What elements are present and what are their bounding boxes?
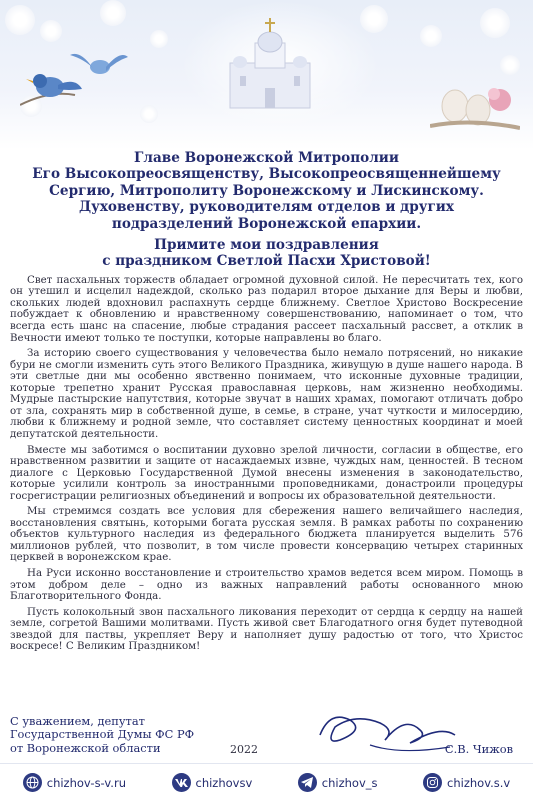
easter-banner [0,0,533,150]
addressee-line: Сергию, Митрополиту Воронежскому и Лискинскому. [49,182,484,199]
greeting-line: Примите мои поздравления [154,237,379,254]
body-paragraph: Вместе мы заботимся о воспитании духовно зрелой личности, согласии в обществе, его нравственном развитии и защите от насаждаемых извне, чуждых нам, ценностей. В тесном диалоге с Церковью Государственной Думой внесены изменения в законодательство, которые усилили контроль за иностранными проповедниками, донастроили процедуры госрегистрации религиозных объединений и вопросы их образовательной деятельности. [10,443,523,502]
blossom-decoration [500,55,520,75]
easter-eggs-icon [430,78,520,133]
body-paragraph: Мы стремимся создать все условия для сбережения нашего величайшего наследия, восстановления святынь, которыми богата русская земля. В рамках работы по сохранению объектов культурного наследия из федерального бюджета планируется выделить 576 миллионов рублей, что позволит, в том числе провести консервацию четырех старинных церквей в воронежском крае. [10,505,523,564]
signature-title [10,715,194,755]
greeting-line: с праздником Светлой Пасхи Христовой! [102,253,431,270]
addressee-line: Главе Воронежской Митрополии [134,150,399,166]
body-paragraph: Свет пасхальных торжеств обладает огромной духовной силой. Не пересчитать тех, кого он утешил и исцелил надеждой, сколько раз подарил второе дыхание для Веры и любви, скольких людей вдохновил распахнуть сердце ближнему. Светлое Христово Воскресение побуждает к обновлению и нравственному совершенствованию, напоминает о том, что всегда есть шанс на спасение, любые страдания рассеет пасхальный рассвет, а отклик в Вечности имеют только те поступки, которые направлены во благо. [10,273,523,344]
blossom-decoration [140,105,158,123]
letter-body [10,275,523,653]
body-paragraph: За историю своего существования у человечества было немало потрясений, но никакие бури не смогли изменить суть этого Великого Праздника, живущую в душе нашего народа. В эти светлые дни мы особенно явственно понимаем, что исконные духовные традиции, которые трепетно хранит Русская православная церковь, нам жизненно необходимы. Мудрые пастырские напутствия, которые звучат в наших храмах, помогают отличать добро от зла, сохранять мир в собственной душе, в семье, в стране, учат чуткости и милосердию, любви к ближнему и родной земле, что составляет систему ценностных координат и моей депутатской деятельности. [10,347,523,440]
greeting-heading [10,237,523,270]
globe-icon [23,773,42,792]
signature-name: С.В. Чижов [444,742,513,756]
vk-icon [172,773,191,792]
addressee-line: Духовенству, руководителям отделов и других [79,199,454,216]
instagram-icon [423,773,442,792]
website-link[interactable] [23,773,126,792]
handwritten-signature [310,705,460,760]
blossom-decoration [40,20,62,42]
body-paragraph: На Руси исконно восстановление и строительство храмов ведется всем миром. Помощь в этом добром деле – одно из важных направлений работы основанного мною Благотворительного Фонда. [10,566,523,603]
blossom-decoration [480,8,510,38]
signature-line: С уважением, депутат [10,714,145,728]
telegram-icon [298,773,317,792]
blossom-decoration [150,30,168,48]
social-footer [0,763,533,801]
website-label: chizhov-s-v.ru [46,775,126,790]
vk-label: chizhovsv [195,775,253,790]
addressee-line: подразделений Воронежской епархии. [111,215,422,232]
signature-year: 2022 [230,743,258,756]
instagram-label: chizhov.s.v [447,775,511,790]
bluebird-icon [20,45,130,115]
letter-content [10,150,523,657]
addressee-line: Его Высокопреосвященству, Высокопреосвященнейшему [32,166,501,183]
addressee-heading [10,150,523,232]
blossom-decoration [360,5,388,33]
body-paragraph: Пусть колокольный звон пасхального ликования переходит от сердца к сердцу на нашей земле, согретой Вашими молитвами. Пусть живой свет Благодатного огня будет путеводной звездой для паствы, укрепляет Веру и наполняет душу радостью от того, что Христос воскресе! С Великим Праздником! [10,605,523,653]
signature-block [10,715,523,763]
telegram-link[interactable] [298,773,378,792]
blossom-decoration [5,5,35,35]
signature-line: от Воронежской области [10,740,161,755]
blossom-decoration [420,25,442,47]
telegram-label: chizhov_s [321,775,378,790]
vk-link[interactable] [172,773,253,792]
instagram-link[interactable] [423,773,510,792]
church-icon [215,8,325,113]
blossom-decoration [100,0,126,26]
signature-line: Государственной Думы ФС РФ [10,727,195,742]
